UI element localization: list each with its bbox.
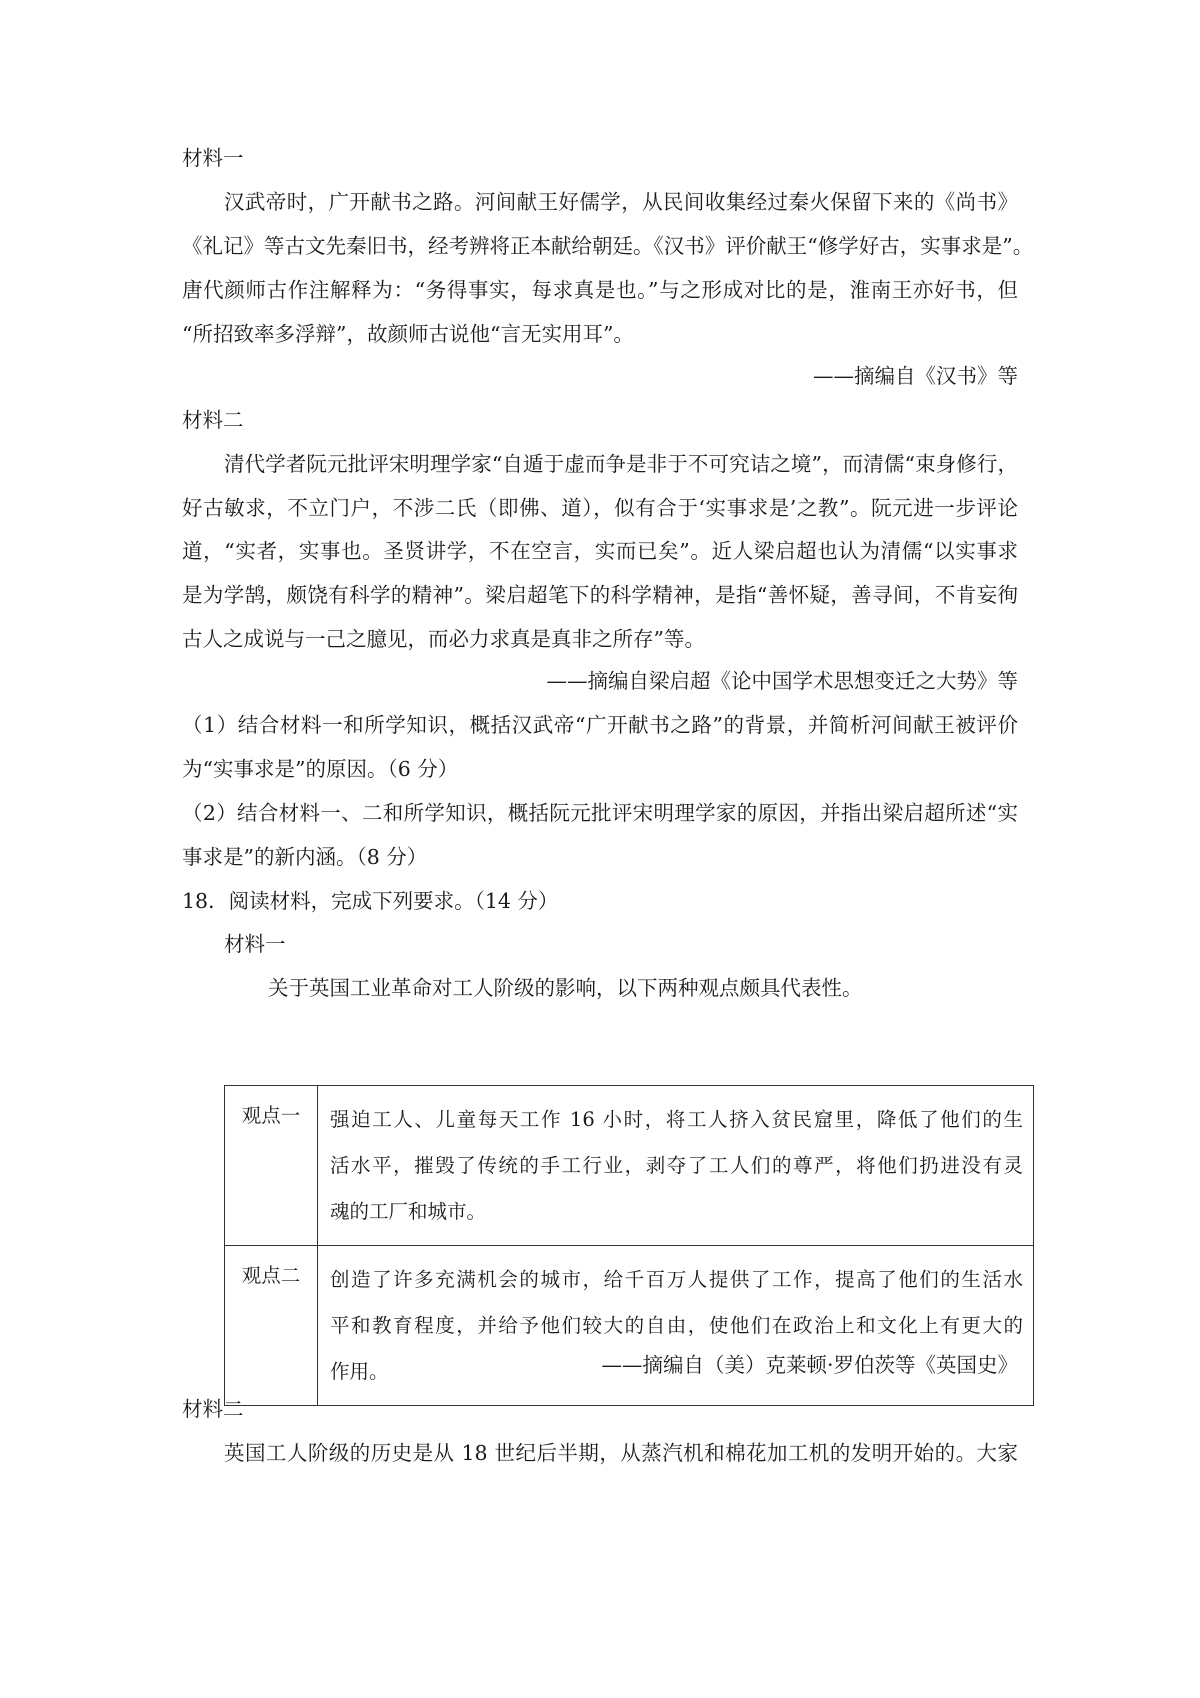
- material-2-line-4: 是为学鹄，颇饶有科学的精神”。梁启超笔下的科学精神，是指“善怀疑，善寻间，不肯妄徇: [182, 583, 1018, 607]
- material-1-title: 材料一: [182, 146, 244, 170]
- q18-material-1-intro: 关于英国工业革命对工人阶级的影响，以下两种观点颇具代表性。: [268, 976, 863, 1000]
- material-2-source: ——摘编自梁启超《论中国学术思想变迁之大势》等: [546, 669, 1018, 693]
- material-1-line-3: 唐代颜师古作注解释为：“务得事实，每求真是也。”与之形成对比的是，淮南王亦好书，但: [182, 278, 1018, 302]
- material-2-line-2: 好古敏求，不立门户，不涉二氏（即佛、道），似有合于‘实事求是’之教”。阮元进一步评论: [182, 496, 1018, 520]
- viewpoint-line: 创造了许多充满机会的城市，给千百万人提供了工作，提高了他们的生活水: [330, 1268, 1023, 1291]
- material-2-title: 材料二: [182, 408, 244, 432]
- viewpoint-text: [318, 1086, 1034, 1246]
- viewpoint-line: 平和教育程度，并给予他们较大的自由，使他们在政治上和文化上有更大的: [330, 1314, 1023, 1337]
- viewpoint-text: [318, 1246, 1034, 1406]
- material-2-line-1: 清代学者阮元批评宋明理学家“自遁于虚而争是非于不可究诘之境”，而清儒“束身修行，: [224, 452, 1018, 476]
- viewpoint-line: 强迫工人、儿童每天工作 16 小时，将工人挤入贫民窟里，降低了他们的生: [330, 1108, 1023, 1131]
- viewpoint-line: 活水平，摧毁了传统的手工行业，剥夺了工人们的尊严，将他们扔进没有灵: [330, 1154, 1023, 1177]
- viewpoint-line: 作用。: [330, 1360, 389, 1383]
- question-18: 18．阅读材料，完成下列要求。（14 分）: [182, 889, 559, 913]
- material-2-line-3: 道，“实者，实事也。圣贤讲学，不在空言，实而已矣”。近人梁启超也认为清儒“以实事求: [182, 539, 1018, 563]
- table-row: [225, 1246, 1034, 1406]
- viewpoint-line: 魂的工厂和城市。: [330, 1200, 487, 1223]
- question-2-line-1: （2）结合材料一、二和所学知识，概括阮元批评宋明理学家的原因，并指出梁启超所述“实: [182, 801, 1018, 825]
- q18-material-1-source: ——摘编自（美）克莱顿·罗伯茨等《英国史》: [601, 1353, 1018, 1377]
- material-2-line-5: 古人之成说与一己之臆见，而必力求真是真非之所存”等。: [182, 627, 705, 651]
- question-1-line-2: 为“实事求是”的原因。（6 分）: [182, 757, 459, 781]
- q18-material-2-title: 材料二: [182, 1397, 244, 1421]
- question-2-line-2: 事求是”的新内涵。（8 分）: [182, 845, 428, 869]
- viewpoint-label: 观点一: [225, 1086, 318, 1246]
- material-1-source: ——摘编自《汉书》等: [813, 364, 1018, 388]
- material-1-line-4: “所招致率多浮辩”，故颜师古说他“言无实用耳”。: [182, 322, 634, 346]
- material-1-line-2: 《礼记》等古文先秦旧书，经考辨将正本献给朝廷。《汉书》评价献王“修学好古，实事求是”。: [182, 234, 1034, 258]
- viewpoint-label: 观点二: [225, 1246, 318, 1406]
- q18-material-1-title: 材料一: [224, 932, 286, 956]
- material-1-line-1: 汉武帝时，广开献书之路。河间献王好儒学，从民间收集经过秦火保留下来的《尚书》: [224, 190, 1018, 214]
- table-row: [225, 1086, 1034, 1246]
- question-1-line-1: （1）结合材料一和所学知识，概括汉武帝“广开献书之路”的背景，并简析河间献王被评价: [182, 713, 1018, 737]
- q18-material-2-line-1: 英国工人阶级的历史是从 18 世纪后半期，从蒸汽机和棉花加工机的发明开始的。大家: [224, 1441, 1018, 1465]
